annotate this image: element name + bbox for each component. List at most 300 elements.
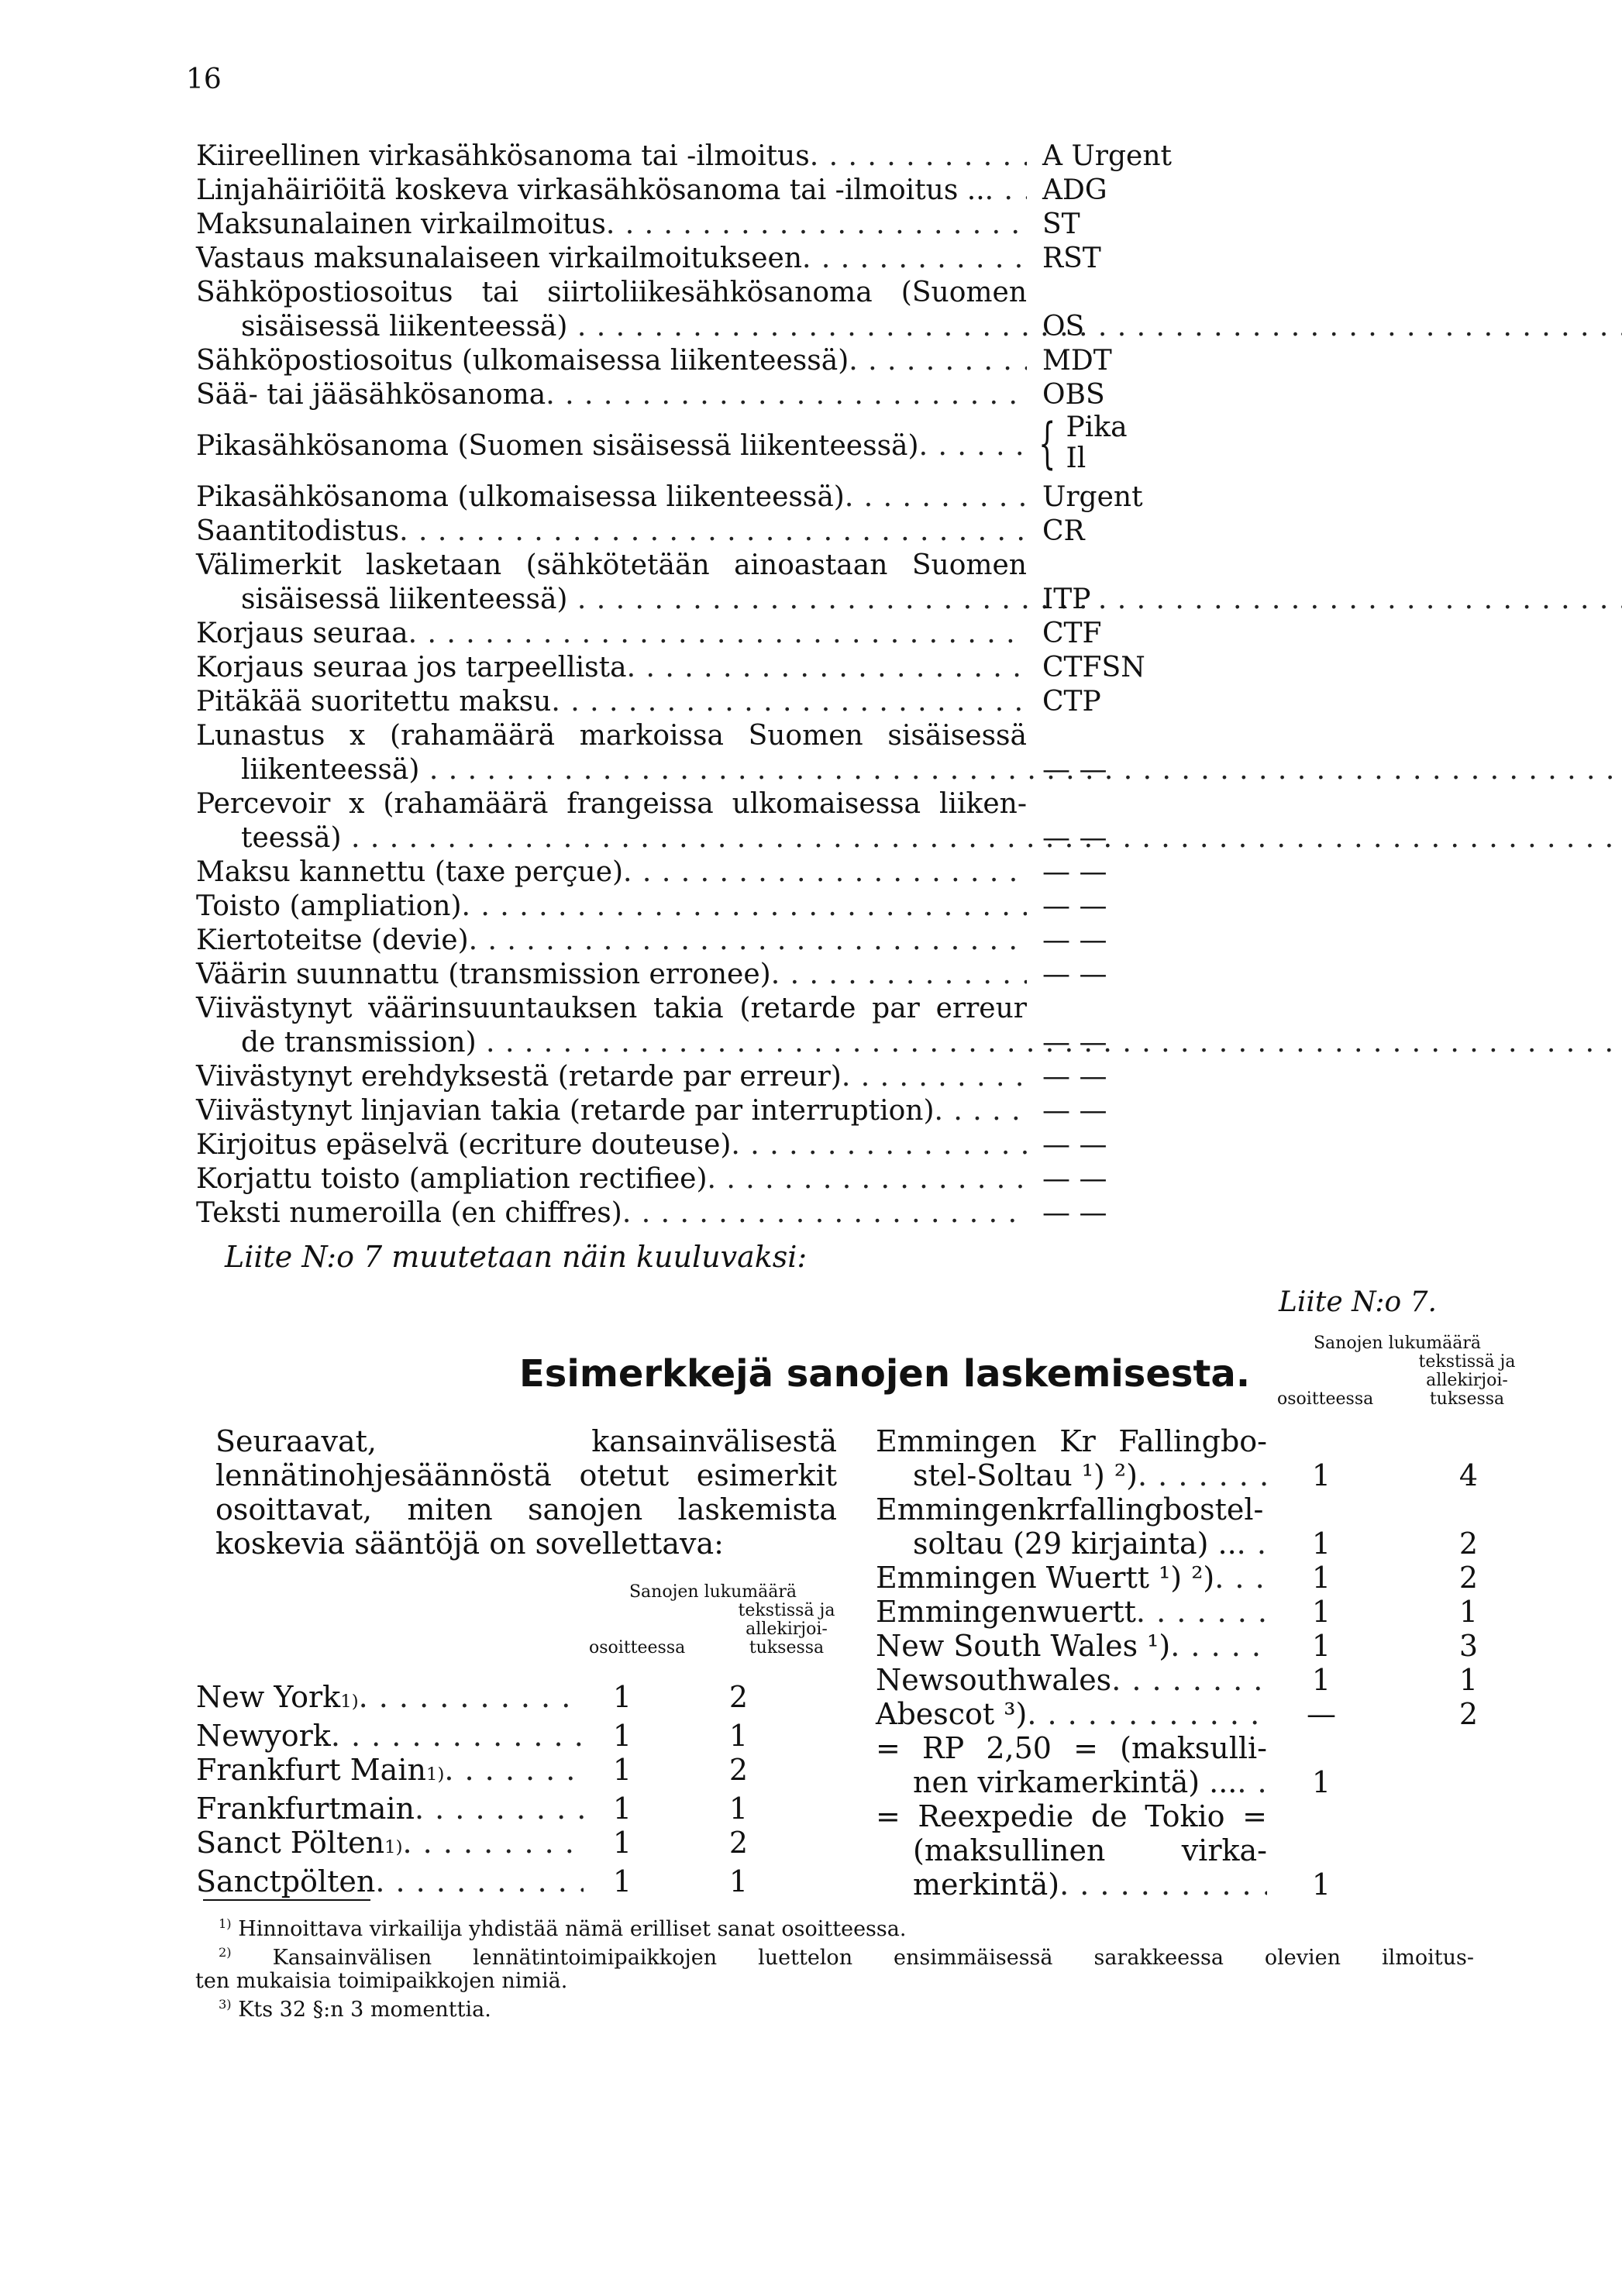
address-word-count: 1 xyxy=(612,1753,632,1787)
text-word-count: 2 xyxy=(1458,1561,1479,1595)
abbreviation-code: Urgent xyxy=(1042,481,1143,513)
example-line xyxy=(196,1753,584,1792)
abbreviation-row xyxy=(196,139,1281,174)
leader-dots xyxy=(627,651,1027,685)
abbreviation-row xyxy=(196,992,1281,1060)
leader-dots xyxy=(331,1719,584,1753)
example-row xyxy=(196,1719,816,1753)
example-text xyxy=(876,1731,1267,1765)
description-line xyxy=(196,1060,1027,1094)
leader-dots xyxy=(802,242,1027,276)
abbreviation-description xyxy=(196,685,1027,719)
footnotes xyxy=(195,1912,1474,2022)
example-line xyxy=(196,1864,584,1898)
text-word-count: 2 xyxy=(1458,1527,1479,1561)
abbreviation-description xyxy=(196,549,1027,617)
description-line xyxy=(196,378,1027,412)
description-line xyxy=(196,208,1027,242)
example-line: Emmingenkrfallingbostel- xyxy=(876,1492,1264,1527)
description-block xyxy=(196,719,1027,787)
example-row xyxy=(876,1629,1562,1663)
example-line xyxy=(876,1867,1267,1902)
footnote-text: Kts 32 §:n 3 momenttia. xyxy=(238,1998,491,2022)
example-line: Emmingen Kr Fallingbo- xyxy=(876,1424,1267,1458)
description-text: Linjahäiriöitä koskeva virkasähkösanoma tai -ilmoitus .. xyxy=(196,174,985,206)
abbreviation-row xyxy=(196,174,1281,208)
description-text: Maksu kannettu (taxe perçue) xyxy=(196,856,624,888)
address-word-count: 1 xyxy=(1311,1527,1331,1561)
address-word-count: 1 xyxy=(1311,1867,1331,1902)
description-block xyxy=(196,1060,1027,1094)
example-line xyxy=(196,1792,584,1826)
example-row xyxy=(876,1458,1562,1492)
abbreviation-description xyxy=(196,924,1027,958)
count-header-address: osoitteessa xyxy=(1277,1389,1374,1409)
text-word-count: 4 xyxy=(1458,1458,1479,1492)
example-word: Emmingenwuertt xyxy=(876,1595,1136,1629)
count-header-text: tekstissä ja allekirjoi- tuksessa xyxy=(738,1601,835,1657)
leader-dots xyxy=(708,1162,1028,1196)
description-line xyxy=(196,1094,1027,1128)
abbreviation-code: ST xyxy=(1042,208,1080,240)
description-line xyxy=(196,480,1027,515)
abbreviation-description xyxy=(196,139,1027,174)
description-block xyxy=(196,958,1027,992)
leader-dots xyxy=(408,617,1027,651)
abbreviation-list xyxy=(196,139,1281,1231)
example-text xyxy=(876,1799,1267,1833)
abbreviation-code: Pika xyxy=(1066,411,1128,443)
description-line xyxy=(196,753,1072,787)
example-row xyxy=(876,1561,1562,1595)
example-line xyxy=(196,1719,584,1753)
description-block xyxy=(196,924,1027,958)
abbreviation-code: Il xyxy=(1066,442,1086,474)
description-text: Vastaus maksunalaiseen virkailmoitukseen xyxy=(196,243,803,274)
example-text xyxy=(196,1680,584,1719)
example-line xyxy=(876,1595,1267,1629)
abbreviation-description xyxy=(196,617,1027,651)
address-word-count: 1 xyxy=(612,1792,632,1826)
code-stack xyxy=(1066,412,1128,474)
abbreviation-code: — — xyxy=(1042,890,1107,922)
example-word: Sanctpölten xyxy=(196,1864,376,1898)
description-line xyxy=(196,515,1027,549)
footnote-mark: 3) xyxy=(219,1997,232,2012)
count-header-left xyxy=(589,1583,837,1657)
example-word: stel-Soltau ¹) ²) xyxy=(913,1458,1138,1492)
abbreviation-code: OS xyxy=(1042,311,1085,343)
text-word-count: 1 xyxy=(1458,1595,1479,1629)
description-text: sisäisessä liikenteessä) xyxy=(241,583,568,615)
abbreviation-row xyxy=(196,242,1281,276)
example-row xyxy=(196,1680,816,1719)
address-word-count: 1 xyxy=(1311,1458,1331,1492)
description-line xyxy=(196,617,1027,651)
description-block xyxy=(196,276,1027,344)
abbreviation-row xyxy=(196,549,1281,617)
footnote-ref: 1) xyxy=(340,1692,359,1712)
leader-dots xyxy=(469,924,1027,958)
example-row xyxy=(196,1864,816,1898)
count-header-text: tekstissä ja allekirjoi- tuksessa xyxy=(1418,1352,1516,1409)
example-row xyxy=(876,1663,1562,1697)
leader-dots xyxy=(985,174,1027,208)
abbreviation-row xyxy=(196,378,1281,412)
abbreviation-row xyxy=(196,719,1281,787)
example-word: soltau (29 kirjainta) .. xyxy=(913,1527,1237,1561)
description-block xyxy=(196,480,1027,515)
abbreviation-description xyxy=(196,276,1027,344)
description-line xyxy=(196,139,1027,174)
abbreviation-description xyxy=(196,855,1027,890)
abbreviation-codes xyxy=(1030,412,1128,474)
footnote xyxy=(195,1912,1474,1941)
abbreviation-description xyxy=(196,242,1027,276)
description-line xyxy=(196,310,1072,344)
text-word-count: 1 xyxy=(728,1864,749,1898)
leader-dots xyxy=(771,958,1027,992)
example-row xyxy=(876,1595,1562,1629)
description-block xyxy=(196,515,1027,549)
abbreviation-description xyxy=(196,1162,1027,1196)
description-block xyxy=(196,855,1027,890)
abbreviation-row xyxy=(196,651,1281,685)
leader-dots xyxy=(849,344,1027,378)
example-text xyxy=(876,1833,1267,1867)
abbreviation-code: CR xyxy=(1042,515,1085,547)
abbreviation-code: — — xyxy=(1042,959,1107,990)
count-header-right xyxy=(1277,1334,1517,1409)
leader-dots xyxy=(546,378,1027,412)
abbreviation-row xyxy=(196,1094,1281,1128)
abbreviation-row xyxy=(196,855,1281,890)
example-row xyxy=(876,1765,1562,1799)
leader-dots xyxy=(342,822,1622,854)
footnote xyxy=(195,1993,1474,2022)
abbreviation-code: — — xyxy=(1042,1061,1107,1093)
footnote-continuation: ten mukaisia toimipaikkojen nimiä. xyxy=(195,1969,568,1993)
count-header-address: osoitteessa xyxy=(589,1638,686,1657)
leader-dots xyxy=(845,480,1027,515)
leader-dots xyxy=(1138,1458,1267,1492)
leader-dots xyxy=(1170,1629,1267,1663)
example-row xyxy=(876,1424,1562,1458)
leader-dots xyxy=(606,208,1027,242)
address-word-count: — xyxy=(1307,1697,1336,1731)
description-text: Viivästynyt linjavian takia (retarde par interruption) xyxy=(196,1095,935,1127)
description-text: Viivästynyt erehdyksestä (retarde par erreur) xyxy=(196,1061,842,1093)
leader-dots xyxy=(919,429,1027,463)
description-block xyxy=(196,685,1027,719)
abbreviation-row xyxy=(196,787,1281,855)
description-line xyxy=(196,821,1072,855)
footnote-line xyxy=(195,1917,906,1941)
description-text: Kiertoteitse (devie) xyxy=(196,924,469,956)
leader-dots xyxy=(1214,1561,1267,1595)
leader-dots xyxy=(842,1060,1027,1094)
example-text xyxy=(876,1629,1267,1663)
description-line: Välimerkit lasketaan (sähkötetään ainoastaan Suomen xyxy=(196,549,1027,581)
text-word-count: 2 xyxy=(728,1680,749,1714)
leader-dots xyxy=(399,515,1027,549)
address-word-count: 1 xyxy=(1311,1561,1331,1595)
example-word: Abescot ³) xyxy=(876,1697,1028,1731)
description-line xyxy=(196,174,1027,208)
example-row xyxy=(876,1867,1562,1902)
example-word: Sanct Pölten xyxy=(196,1826,385,1860)
leader-dots xyxy=(731,1128,1027,1162)
example-text xyxy=(876,1527,1267,1561)
description-line xyxy=(196,1196,1027,1231)
example-row xyxy=(876,1492,1562,1527)
description-block xyxy=(196,429,1027,463)
count-header-main: Sanojen lukumäärä xyxy=(628,1582,797,1602)
abbreviation-code: — — xyxy=(1042,856,1107,888)
example-line: = Reexpedie de Tokio = xyxy=(876,1799,1267,1833)
example-line: (maksullinen virka- xyxy=(913,1833,1267,1867)
abbreviation-row xyxy=(196,685,1281,719)
abbreviation-description xyxy=(196,515,1027,549)
description-block xyxy=(196,1196,1027,1231)
description-line xyxy=(196,583,1072,617)
description-line xyxy=(196,344,1027,378)
address-word-count: 1 xyxy=(612,1719,632,1753)
brace-glyph: { xyxy=(1038,411,1056,475)
description-line xyxy=(196,924,1027,958)
example-text xyxy=(196,1753,584,1792)
description-text: Korjattu toisto (ampliation rectifiee) xyxy=(196,1163,708,1195)
text-word-count: 1 xyxy=(728,1719,749,1753)
description-block xyxy=(196,1128,1027,1162)
leader-dots xyxy=(375,1864,584,1898)
leader-dots xyxy=(1136,1595,1267,1629)
abbreviation-code: ADG xyxy=(1042,174,1107,206)
description-line: Sähköpostiosoitus tai siirtoliikesähkösanoma (Suomen xyxy=(196,277,1027,308)
abbreviation-code: OBS xyxy=(1042,379,1105,411)
footnote-mark: 1) xyxy=(219,1916,232,1931)
abbreviation-row xyxy=(196,515,1281,549)
abbreviation-description xyxy=(196,651,1027,685)
text-word-count: 2 xyxy=(728,1826,749,1860)
description-block xyxy=(196,787,1027,855)
abbreviation-code: CTP xyxy=(1042,686,1101,718)
text-word-count: 1 xyxy=(728,1792,749,1826)
description-block xyxy=(196,174,1027,208)
example-line xyxy=(876,1663,1267,1697)
abbreviation-code: — — xyxy=(1042,1027,1107,1059)
leader-dots xyxy=(1059,1867,1267,1902)
description-text: Saantitodistus xyxy=(196,515,400,547)
text-word-count: 1 xyxy=(1458,1663,1479,1697)
text-word-count: 2 xyxy=(1458,1697,1479,1731)
count-header-main: Sanojen lukumäärä xyxy=(1313,1334,1482,1353)
abbreviation-code: CTFSN xyxy=(1042,652,1145,683)
description-text: Maksunalainen virkailmoitus xyxy=(196,208,606,240)
address-word-count: 1 xyxy=(1311,1629,1331,1663)
footnote-line xyxy=(195,1946,1474,1970)
description-text: Kiireellinen virkasähkösanoma tai -ilmoitus xyxy=(196,140,810,172)
abbreviation-code: MDT xyxy=(1042,345,1112,377)
description-text: Sää- tai jääsähkösanoma xyxy=(196,379,546,411)
abbreviation-description xyxy=(196,890,1027,924)
example-word: Frankfurtmain xyxy=(196,1792,415,1826)
example-line xyxy=(876,1765,1267,1799)
description-block xyxy=(196,992,1027,1060)
description-line xyxy=(196,1128,1027,1162)
example-word: Emmingen Wuertt ¹) ²) xyxy=(876,1561,1215,1595)
description-text: Pikasähkösanoma (Suomen sisäisessä liikenteessä) xyxy=(196,430,919,462)
description-block xyxy=(196,549,1027,617)
leader-dots xyxy=(1237,1527,1267,1561)
abbreviation-description xyxy=(196,1094,1027,1128)
example-text xyxy=(876,1663,1267,1697)
leader-dots xyxy=(415,1792,584,1826)
description-line xyxy=(196,685,1027,719)
description-line xyxy=(196,651,1027,685)
description-block xyxy=(196,378,1027,412)
description-block xyxy=(196,1094,1027,1128)
text-word-count: 3 xyxy=(1458,1629,1479,1663)
example-word: New South Wales ¹) xyxy=(876,1629,1171,1663)
example-row xyxy=(196,1753,816,1792)
abbreviation-description xyxy=(196,208,1027,242)
abbreviation-description xyxy=(196,378,1027,412)
left-examples xyxy=(196,1680,816,1898)
abbreviation-description xyxy=(196,412,1027,463)
leader-dots xyxy=(810,139,1027,174)
abbreviation-row xyxy=(196,617,1281,651)
leader-dots xyxy=(567,311,1622,343)
description-block xyxy=(196,651,1027,685)
description-text: Toisto (ampliation) xyxy=(196,890,462,922)
abbreviation-row xyxy=(196,1162,1281,1196)
abbreviation-description xyxy=(196,1060,1027,1094)
abbreviation-description xyxy=(196,1196,1027,1231)
amendment-note: Liite N:o 7 muutetaan näin kuuluvaksi: xyxy=(225,1240,808,1274)
abbreviation-code: — — xyxy=(1042,924,1107,956)
example-text xyxy=(876,1765,1267,1799)
abbreviation-row xyxy=(196,890,1281,924)
description-line xyxy=(196,958,1027,992)
abbreviation-row xyxy=(196,480,1281,515)
leader-dots xyxy=(935,1094,1027,1128)
leader-dots xyxy=(551,685,1027,719)
description-text: sisäisessä liikenteessä) xyxy=(241,311,568,343)
description-block xyxy=(196,208,1027,242)
abbreviation-description xyxy=(196,480,1027,515)
footnote-mark: 2) xyxy=(219,1945,232,1960)
example-text xyxy=(876,1867,1267,1902)
address-word-count: 1 xyxy=(1311,1595,1331,1629)
appendix-title: Liite N:o 7. xyxy=(1279,1286,1437,1318)
footnote-text: Kansainvälisen lennätintoimipaikkojen luettelon ensimmäisessä sarakkeessa olevien ilmoitus- xyxy=(272,1946,1474,1970)
abbreviation-row xyxy=(196,276,1281,344)
abbreviation-description xyxy=(196,787,1027,855)
abbreviation-description xyxy=(196,174,1027,208)
address-word-count: 1 xyxy=(612,1864,632,1898)
example-line xyxy=(876,1629,1267,1663)
description-line: Lunastus x (rahamäärä markoissa Suomen sisäisessä xyxy=(196,720,1027,752)
abbreviation-row xyxy=(196,958,1281,992)
example-line xyxy=(196,1680,584,1719)
abbreviation-code: — — xyxy=(1042,1129,1107,1161)
example-word: Frankfurt Main xyxy=(196,1753,426,1787)
abbreviation-code: RST xyxy=(1042,243,1101,274)
leader-dots xyxy=(419,754,1622,786)
leader-dots xyxy=(623,855,1027,890)
abbreviation-description xyxy=(196,1128,1027,1162)
description-block xyxy=(196,1162,1027,1196)
address-word-count: 1 xyxy=(1311,1663,1331,1697)
example-text xyxy=(876,1561,1267,1595)
example-row xyxy=(876,1527,1562,1561)
description-block xyxy=(196,139,1027,174)
abbreviation-row xyxy=(196,924,1281,958)
example-word: merkintä) xyxy=(913,1867,1060,1902)
description-line: Percevoir x (rahamäärä frangeissa ulkomaisessa liiken- xyxy=(196,788,1027,820)
address-word-count: 1 xyxy=(1311,1765,1331,1799)
description-block xyxy=(196,617,1027,651)
description-line xyxy=(196,242,1027,276)
example-row xyxy=(876,1799,1562,1833)
address-word-count: 1 xyxy=(612,1680,632,1714)
abbreviation-code: — — xyxy=(1042,822,1107,854)
abbreviation-row xyxy=(196,1128,1281,1162)
description-text: teessä) xyxy=(241,822,342,854)
example-text xyxy=(876,1492,1267,1527)
abbreviation-code: — — xyxy=(1042,1197,1107,1229)
footnote-rule xyxy=(203,1899,370,1901)
leader-dots xyxy=(1111,1663,1267,1697)
intro-paragraph: Seuraavat, kansainvälisestä lennätinohjesäännöstä otetut esimerkit osoittavat, miten sanojen laskemista koskevia sääntöjä on sovellettava: xyxy=(215,1424,837,1561)
right-examples xyxy=(876,1424,1562,1902)
description-line xyxy=(196,1162,1027,1196)
abbreviation-row xyxy=(196,344,1281,378)
description-block xyxy=(196,344,1027,378)
example-line xyxy=(876,1697,1267,1731)
leader-dots xyxy=(1237,1765,1267,1799)
description-text: Teksti numeroilla (en chiffres) xyxy=(196,1197,622,1229)
example-word: Newyork xyxy=(196,1719,331,1753)
abbreviation-code: A Urgent xyxy=(1042,140,1172,172)
leader-dots xyxy=(359,1680,584,1714)
abbreviation-code: ITP xyxy=(1042,583,1091,615)
footnote-ref: 1) xyxy=(425,1764,445,1785)
example-text xyxy=(876,1424,1267,1458)
abbreviation-row xyxy=(196,1196,1281,1231)
example-text xyxy=(876,1697,1267,1731)
leader-dots xyxy=(403,1826,584,1860)
description-line xyxy=(196,429,1027,463)
leader-dots xyxy=(1027,1697,1267,1731)
description-line xyxy=(196,1026,1072,1060)
example-word: nen virkamerkintä) ... xyxy=(913,1765,1238,1799)
example-text xyxy=(876,1595,1267,1629)
example-row xyxy=(196,1826,816,1864)
description-text: Korjaus seuraa xyxy=(196,618,408,649)
example-word: New York xyxy=(196,1680,341,1714)
abbreviation-description xyxy=(196,958,1027,992)
description-line xyxy=(196,855,1027,890)
description-line: Viivästynyt väärinsuuntauksen takia (retarde par erreur xyxy=(196,993,1027,1024)
abbreviation-code: CTF xyxy=(1042,618,1102,649)
description-text: de transmission) xyxy=(241,1027,477,1059)
example-row xyxy=(876,1833,1562,1867)
example-text xyxy=(196,1792,584,1826)
example-row xyxy=(876,1697,1562,1731)
description-block xyxy=(196,890,1027,924)
